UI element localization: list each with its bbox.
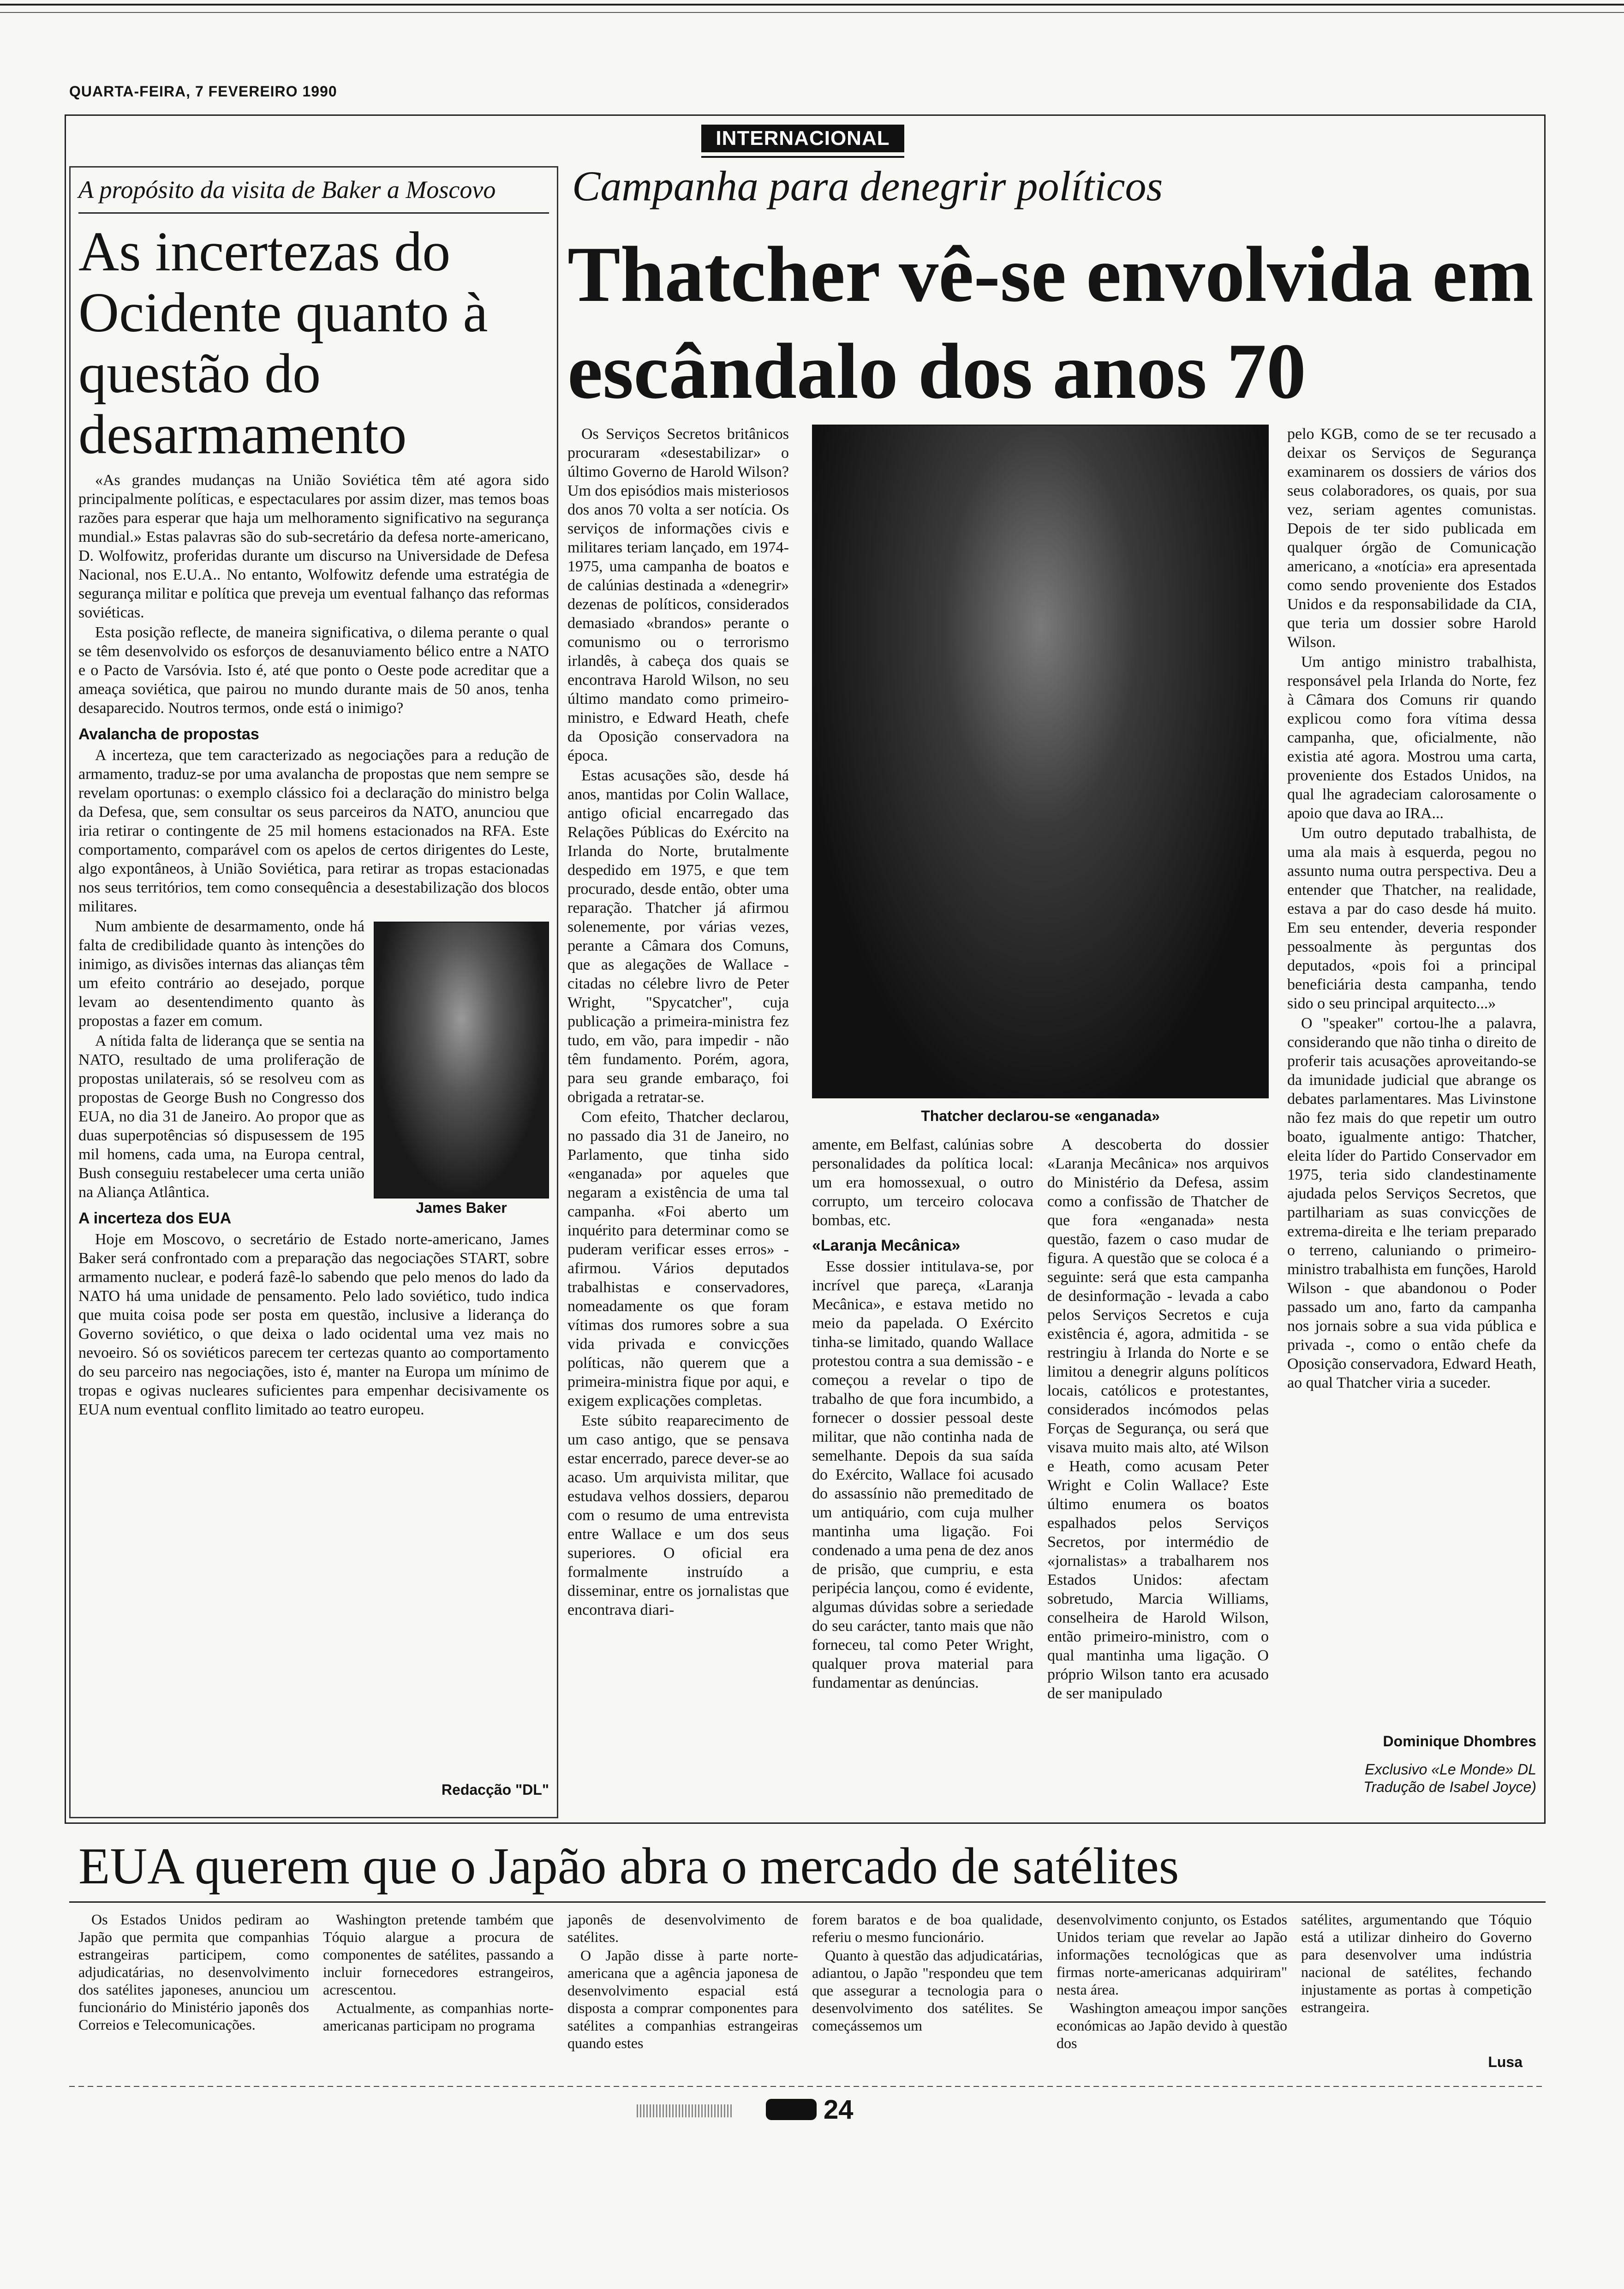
section-tag: INTERNACIONAL (701, 125, 904, 152)
right-paragraph: amente, em Belfast, calúnias sobre personalidades da política local: um era homossexual, o outro corrupto, um terceiro colocava bombas, etc. (812, 1136, 1033, 1229)
bottom-column-5 (1057, 1911, 1287, 2053)
left-paragraph: «As grandes mudanças na União Soviética têm até agora sido principalmente políticas, e espectaculares por assim dizer, mas temos boas razões para esperar que haja um melhoramento significativo na segurança mundial.» Estas palavras são do sub-secretário da defesa norte-americano, D. Wolfowitz, proferidas durante um discurso na Universidade de Defesa Nacional, nos E.U.A.. No entanto, Wolfowitz defende uma estratégia de segurança militar e política que preveja um eventual falhanço das reformas soviéticas. (78, 472, 549, 621)
baker-photo-block (374, 922, 549, 1222)
right-paragraph: Estas acusações são, desde há anos, mantidas por Colin Wallace, antigo oficial encarregado das Relações Públicas do Exército na Irlanda do Norte, brutalmente despedido em 1975, e que tem procurado, desde então, obter uma reparação. Thatcher já afirmou solenemente, por várias vezes, perante a Câmara dos Comuns, que as alegações de Wallace - citadas no célebre livro de Peter Wright, "Spycatcher", cuja publicação a primeira-ministra fez tudo, em vão, para impedir - não têm fundamento. Porém, agora, para seu grande embaraço, foi obrigada a retratar-se. (567, 767, 789, 1106)
right-paragraph: Um outro deputado trabalhista, de uma ala mais à esquerda, pegou no assunto numa outra perspectiva. Deu a entender que Thatcher, na realidade, estava a par do caso desde há muito. Em seu entender, deveria responder pessoalmente às perguntas dos deputados, «pois foi a principal beneficiária desta campanha, tendo sido o seu principal arquitecto...» (1287, 825, 1536, 1012)
right-article-kicker: Campanha para denegrir políticos (572, 162, 1163, 210)
left-article-kicker: A propósito da visita de Baker a Moscovo (78, 176, 496, 204)
bottom-column-1 (78, 1911, 309, 2034)
credit-line: Tradução de Isabel Joyce) (1363, 1779, 1536, 1795)
right-paragraph: Com efeito, Thatcher declarou, no passado dia 31 de Janeiro, no Parlamento, que tinha sido «enganada» por aqueles que negaram a existência de uma tal campanha. «Foi aberto um inquérito para determinar como se puderam verificar esses erros» - afirmou. Vários deputados trabalhistas e conservadores, nomeadamente os que foram vítimas dos rumores sobre a sua vida privada e convicções políticas, não querem que a primeira-ministra fique por aqui, e exigem explicações completas. (567, 1109, 789, 1409)
left-paragraph: Hoje em Moscovo, o secretário de Estado norte-americano, James Baker será confrontado com a preparação das negociações START, sobre armamento nuclear, e poderá fazê-lo sabendo que pelo menos do lado da NATO há uma unidade de pensamento. Pelo lado soviético, tudo indica que muita coisa pode ser posta em questão, inclusive a liderança do Governo soviético, o que deixa o lado ocidental uma vez mais no nevoeiro. Só os soviéticos parecem ter certezas quanto ao comportamento do seu parceiro nas negociações, isto é, manter na Europa um mínimo de tropas e ogivas nucleares suficientes para empenhar decisivamente os EUA num eventual conflito limitado ao teatro europeu. (78, 1231, 549, 1418)
section-tag-underline (701, 156, 904, 158)
right-column-3 (1047, 1135, 1269, 1704)
baker-photo (374, 922, 549, 1198)
right-column-4 (1287, 425, 1536, 1393)
top-border-line-secondary (0, 12, 1624, 13)
bottom-paragraph: Quanto à questão das adjudicatárias, adiantou, o Japão "respondeu que tem que assegurar a tecnologia para o desenvolvimento dos satélites. Se começássemos um (812, 1947, 1043, 2034)
bottom-paragraph: forem baratos e de boa qualidade, referiu o mesmo funcionário. (812, 1911, 1043, 1945)
bottom-paragraph: Washington ameaçou impor sanções económicas ao Japão devido à questão dos (1057, 2000, 1287, 2051)
right-article-signature: Dominique Dhombres (1383, 1733, 1536, 1750)
left-paragraph: A nítida falta de liderança que se sentia na NATO, resultado de uma proliferação de propostas unilaterais, só se resolveu com as propostas de George Bush no Congresso dos EUA, no dia 31 de Janeiro. Ao propor que as duas superpotências só dispusessem de 195 mil homens, cada uma, na Europa central, Bush conseguiu restabelecer uma certa união na Aliança Atlântica. (78, 1032, 364, 1201)
bottom-column-3 (567, 1911, 798, 2053)
barcode-mark (637, 2104, 734, 2117)
right-subheading: «Laranja Mecânica» (812, 1237, 961, 1254)
thatcher-photo (812, 425, 1269, 1098)
right-paragraph: Um antigo ministro trabalhista, responsável pela Irlanda do Norte, fez à Câmara dos Comuns rir quando explicou como fora vítima dessa campanha, que, oficialmente, não existia até agora. Mostrou uma carta, proveniente dos Estados Unidos, na qual lhe agradeciam calorosamente o apoio que dava ao IRA... (1287, 653, 1536, 822)
left-article-body (78, 471, 549, 1420)
thatcher-photo-caption: Thatcher declarou-se «enganada» (921, 1108, 1160, 1124)
left-paragraph: Num ambiente de desarmamento, onde há falta de credibilidade quanto às intenções do inimigo, as divisões internas das alianças têm um efeito contrário ao desejado, porque levam ao desentendimento quanto às propostas a fazer em comum. (78, 918, 364, 1030)
bottom-paragraph: O Japão disse à parte norte-americana que a agência japonesa de desenvolvimento espacial está disposta a comprar componentes para satélites a companhias estrangeiras quando estes (567, 1947, 798, 2051)
bottom-paragraph: Actualmente, as companhias norte-americanas participam no programa (323, 2000, 554, 2034)
right-paragraph: pelo KGB, como de se ter recusado a deixar os Serviços de Segurança examinarem os dossiers de vários dos seus colaboradores, os quais, por sua vez, seriam agentes comunistas. Depois de ter sido publicada em qualquer órgão de Comunicação americano, a «notícia» era apresentada como sendo proveniente dos Estados Unidos e da responsabilidade da CIA, que teria um dossier sobre Harold Wilson. (1287, 425, 1536, 651)
bottom-headline-divider (69, 1901, 1546, 1903)
bottom-paragraph: satélites, argumentando que Tóquio está a utilizar dinheiro do Governo para desenvolver uma indústria nacional de satélites, fechando injustamente as portas à competição estrangeira. (1301, 1911, 1532, 2015)
right-column-1 (567, 425, 789, 1620)
left-article-signature: Redacção "DL" (441, 1781, 549, 1798)
left-paragraph: Esta posição reflecte, de maneira significativa, o dilema perante o qual se têm desenvolvido os esforços de desanuviamento bélico entre a NATO e o Pacto de Varsóvia. Isto é, até que ponto o Oeste pode acreditar que a ameaça soviética, que pairou no mundo durante mais de 50 anos, tenha desaparecido. Noutros termos, onde está o inimigo? (78, 624, 549, 717)
right-paragraph: A descoberta do dossier «Laranja Mecânica» nos arquivos do Ministério da Defesa, assim como a confissão de Thatcher de que fora «enganada» nesta questão, fazem o caso mudar de figura. A questão que se coloca é a seguinte: será que esta campanha de desinformação - levada a cabo pelos Serviços Secretos e cuja existência é, agora, admitida - se restringiu à Irlanda do Norte e se limitou a denegrir alguns políticos locais, católicos e protestantes, considerados incómodos pelas Forças de Segurança, ou será que visava muito mais alto, até Wilson e Heath, como acusam Peter Wright e Colin Wallace? Este último enumera os boatos espalhados pelos Serviços Secretos, por intermédio de «jornalistas» a trabalharem nos Estados Unidos: afectam sobretudo, Marcia Williams, conselheira de Harold Wilson, então primeiro-ministro, com o qual mantinha uma ligação. O próprio Wilson tanto era acusado de ser manipulado (1047, 1136, 1269, 1702)
left-article-headline: As incertezas do Ocidente quanto à questão do desarmamento (78, 221, 488, 466)
bottom-article-headline: EUA querem que o Japão abra o mercado de satélites (78, 1838, 1179, 1895)
right-article-headline: Thatcher vê-se envolvida em escândalo dos anos 70 (567, 231, 1534, 415)
right-paragraph: Os Serviços Secretos britânicos procuraram «desestabilizar» o último Governo de Harold Wilson? Um dos episódios mais misteriosos dos anos 70 volta a ser notícia. Os serviços de informações civis e militares teriam lançado, em 1974-1975, uma campanha de boatos e de calúnias destinada a «denegrir» dezenas de políticos, considerados demasiado «brandos» perante o comunismo ou o terrorismo irlandês, à cabeça dos quais se encontrava Harold Wilson, no seu último mandato como primeiro-ministro, e Edward Heath, chefe da Oposição conservadora na época. (567, 425, 789, 764)
left-subheading: A incerteza dos EUA (78, 1210, 232, 1227)
bottom-paragraph: japonês de desenvolvimento de satélites. (567, 1911, 798, 1945)
bottom-column-4 (812, 1911, 1043, 2035)
left-subheading: Avalancha de propostas (78, 725, 259, 743)
top-border-line (0, 4, 1624, 6)
right-paragraph: O "speaker" cortou-lhe a palavra, considerando que não tinha o direito de proferir tais acusações aproveitando-se da imunidade judicial que abrange os debates parlamentares. Mas Livinstone não fez mais do que repetir um outro boato, igualmente antigo: Thatcher, eleita líder do Partido Conservador em 1975, teria sido clandestinamente ajudada pelos Serviços Secretos, que partilhariam as suas convicções de extrema-direita e lhe teriam preparado o terreno, caluniando o primeiro-ministro trabalhista em funções, Harold Wilson - que abandonou o Poder passado um ano, farto da campanha nos jornais sobre a sua vida pública e privada -, como o então chefe da Oposição conservadora, Edward Heath, ao qual Thatcher viria a suceder. (1287, 1015, 1536, 1391)
right-paragraph: Esse dossier intitulava-se, por incrível que pareça, «Laranja Mecânica», e estava metido no meio da papelada. O Exército tinha-se limitado, quando Wallace protestou contra a sua demissão - e começou a revelar o tipo de trabalho de que fora incumbido, a fornecer o dossier pessoal deste militar, que não continha nada de semelhante. Depois da sua saída do Exército, Wallace foi acusado do assassínio não premeditado de um antiquário, com cuja mulher mantinha uma ligação. Foi condenado a uma pena de dez anos de prisão, que cumpriu, e esta peripécia lançou, como é evidente, algumas dúvidas sobre a seriedade do seu carácter, tanto mais que não forneceu, tal como Peter Wright, qualquer prova material para fundamentar as denúncias. (812, 1258, 1033, 1691)
bottom-article-signature: Lusa (1488, 2054, 1522, 2070)
baker-photo-caption: James Baker (416, 1199, 507, 1216)
footer-divider (69, 2086, 1546, 2087)
right-paragraph: Este súbito reaparecimento de um caso antigo, que se pensava estar encerrado, parece dever-se ao acaso. Um arquivista militar, que estudava velhos dossiers, deparou com o resumo de uma entrevista entre Wallace e um dos seus superiores. O oficial era formalmente instruído a disseminar, entre os jornalistas que encontrava diari- (567, 1412, 789, 1618)
bottom-column-6 (1301, 1911, 1532, 2017)
bottom-paragraph: Washington pretende também que Tóquio alargue a procura de componentes de satélites, passando a incluir fornecedores estrangeiros, acrescentou. (323, 1911, 554, 1998)
newspaper-logo (766, 2099, 817, 2120)
left-kicker-divider (78, 212, 549, 214)
bottom-column-2 (323, 1911, 554, 2035)
page-number: 24 (824, 2095, 854, 2125)
bottom-paragraph: desenvolvimento conjunto, os Estados Unidos teriam que revelar ao Japão informações tecnológicas que as firmas norte-americanas adquiriram" nesta área. (1057, 1911, 1287, 1998)
page-date: QUARTA-FEIRA, 7 FEVEREIRO 1990 (69, 83, 337, 100)
bottom-paragraph: Os Estados Unidos pediram ao Japão que permita que companhias estrangeiras participem, como adjudicatárias, no desenvolvimento dos satélites japoneses, anunciou um funcionário do Ministério japonês dos Correios e Telecomunicações. (78, 1911, 309, 2033)
right-article-credit (1287, 1761, 1536, 1796)
left-paragraph: A incerteza, que tem caracterizado as negociações para a redução de armamento, traduz-se por uma avalancha de propostas que nem sempre se revelam oportunas: o exemplo clássico foi a declaração do ministro belga da Defesa, que, sem consultar os seus parceiros da NATO, anunciou que iria retirar o contingente de 25 mil homens estacionados na RFA. Este comportamento, comparável com os apelos de certos dirigentes do Leste, algo expontâneos, à União Soviética, para retirar as tropas estacionadas nos seus territórios, tem como consequência a desestabilização dos blocos militares. (78, 747, 549, 915)
right-column-2 (812, 1135, 1033, 1693)
credit-line: Exclusivo «Le Monde» DL (1365, 1761, 1536, 1778)
